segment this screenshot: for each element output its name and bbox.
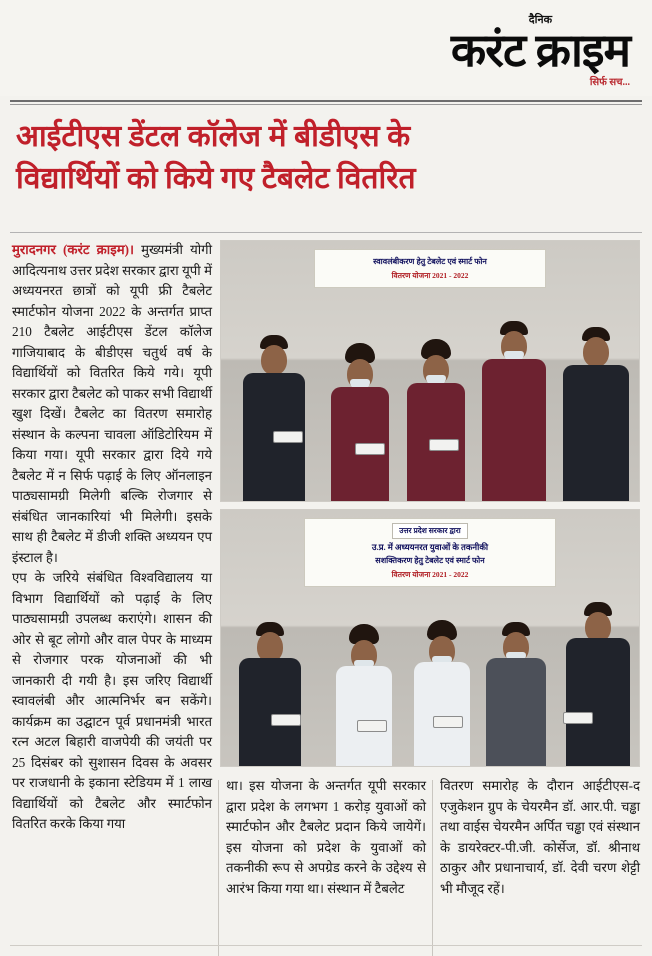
masthead xyxy=(0,0,652,96)
masthead-tagline: सिर्फ सच... xyxy=(589,77,630,88)
article-column-middle: था। इस योजना के अन्तर्गत यूपी सरकार द्वारा प्रदेश के लगभग 1 करोड़ युवाओं को स्मार्टफोन और टैबलेट प्रदान किये जायेगें। इस योजना को प्रदेश के युवाओं को तकनीकी रूप से अपग्रेड करने के उद्देश्य से आरंभ किया गया था। संस्थान में टैबलेट xyxy=(226,778,426,896)
tablet-device xyxy=(433,716,463,728)
person-student-2 xyxy=(411,616,473,766)
person-host-left xyxy=(243,321,305,501)
tablet-distribution-photo-bottom xyxy=(220,509,640,767)
article-paragraph-1-text: मुख्यमंत्री योगी आदित्यनाथ उत्तर प्रदेश सरकार द्वारा यूपी में अध्ययनरत छात्रों को यूपी फ्री टैबलेट स्मार्टफोन योजना 2022 के अन्तर्गत प्राप्त 210 टैबलेट आईटीएस डेंटल कॉलेज गाजियाबाद के बीडीएस चतुर्थ वर्ष के विद्यार्थियों को वितरित किये गये। यूपी सरकार द्वारा टैबलेट को पाकर सभी विद्यार्थी खुश दिखें। टैबलेट का वितरण समारोह संस्थान के कल्पना चावला ऑडिटोरियम में किया गया। यूपी सरकार द्वारा दिये गये टैबलेट में न सिर्फ पढ़ाई के लिए ऑनलाइन पाठ्यसामग्री मिलेगी बल्कि रोजगार से संबंधित जानकारियां भी मिलेगी। इसके साथ ही टैबलेट में डीजी शक्ति अध्ययन एप इंस्टाल है। xyxy=(12,242,212,565)
person-student-1 xyxy=(333,620,395,766)
article-paragraph-1 xyxy=(12,240,212,568)
event-banner-top-line-1: स्वावलंबीकरण हेतु टेबलेट एवं स्मार्ट फोन xyxy=(373,257,487,266)
column-divider-2 xyxy=(432,780,433,956)
masthead-logo xyxy=(451,14,630,88)
person-student-1 xyxy=(329,337,391,501)
page-title xyxy=(16,116,638,200)
divider-top-thin xyxy=(10,104,642,105)
event-banner-bottom-line-3: वितरण योजना 2021 - 2022 xyxy=(391,570,469,579)
tablet-device xyxy=(429,439,459,451)
column-divider-1 xyxy=(218,780,219,956)
divider-footer xyxy=(10,945,642,946)
masthead-title: करंट क्राइम xyxy=(450,25,630,76)
event-banner-bottom-top: उत्तर प्रदेश सरकार द्वारा xyxy=(392,523,468,539)
article-paragraph-2: एप के जरिये संबंधित विश्वविद्यालय या विभाग विद्यार्थियों को पढ़ाई के लिए पाठ्यसामग्री उपलब्ध कराएंगे। शासन की ओर से बूट लोगो और वाल पेपर के माध्यम से रोजगार परक योजनाओं की भी जानकारी दी गयी है। इस जरिए विद्यार्थी स्वावलंबी और आत्मनिर्भर बन सकेंगे। कार्यक्रम का उद्घाटन पूर्व प्रधानमंत्री भारत रत्न अटल बिहारी वाजपेयी की जयंती पर 25 दिसंबर को सुशासन दिवस के अवसर पर राजधानी के इकाना स्टेडियम में 1 लाख विद्यार्थियों को टैबलेट और स्मार्टफोन वितरित करके किया गया xyxy=(12,570,212,831)
article-body xyxy=(12,240,640,940)
headline-line-2: विद्यार्थियों को किये गए टैबलेट वितरित xyxy=(16,162,416,195)
headline-line-1: आईटीएस डेंटल कॉलेज में बीडीएस के xyxy=(16,120,411,153)
article-column-right: वितरण समारोह के दौरान आईटीएस-द एजुकेशन ग्रुप के चेयरमैन डॉ. आर.पी. चड्ढा तथा वाईस चेयरमैन अर्पित चड्ढा एवं संस्थान के डायरेक्टर-पी.जी. कोर्सेज, डॉ. श्रीनाथ ठाकुर और प्रधानाचार्य, डॉ. देवी चरण शेट्टी भी मौजूद रहें। xyxy=(440,778,640,896)
person-faculty-center xyxy=(485,610,547,766)
person-chairman-right xyxy=(565,315,627,501)
divider-top xyxy=(10,100,642,102)
event-banner-bottom xyxy=(304,518,556,587)
event-banner-bottom-line-1: उ.प्र. में अध्ययनरत युवाओं के तकनीकी xyxy=(371,542,489,552)
divider-headline xyxy=(10,232,642,233)
person-chairman-right xyxy=(567,590,629,766)
tablet-device xyxy=(357,720,387,732)
event-banner-top-line-2: वितरण योजना 2021 - 2022 xyxy=(391,271,469,280)
tablet-device xyxy=(273,431,303,443)
person-host-left xyxy=(239,610,301,766)
dateline: मुरादनगर (करंट क्राइम)। xyxy=(12,242,134,257)
masthead-kicker: दैनिक xyxy=(528,14,553,26)
person-faculty-center xyxy=(483,309,545,501)
tablet-distribution-photo-top xyxy=(220,240,640,502)
tablet-device xyxy=(563,712,593,724)
person-student-2 xyxy=(405,333,467,501)
article-column-left xyxy=(12,240,212,835)
tablet-device xyxy=(355,443,385,455)
tablet-device xyxy=(271,714,301,726)
event-banner-bottom-line-2: सशक्तिकरण हेतु टेबलेट एवं स्मार्ट फोन xyxy=(375,556,485,565)
event-banner-top xyxy=(314,249,546,288)
photo-group xyxy=(220,240,640,767)
